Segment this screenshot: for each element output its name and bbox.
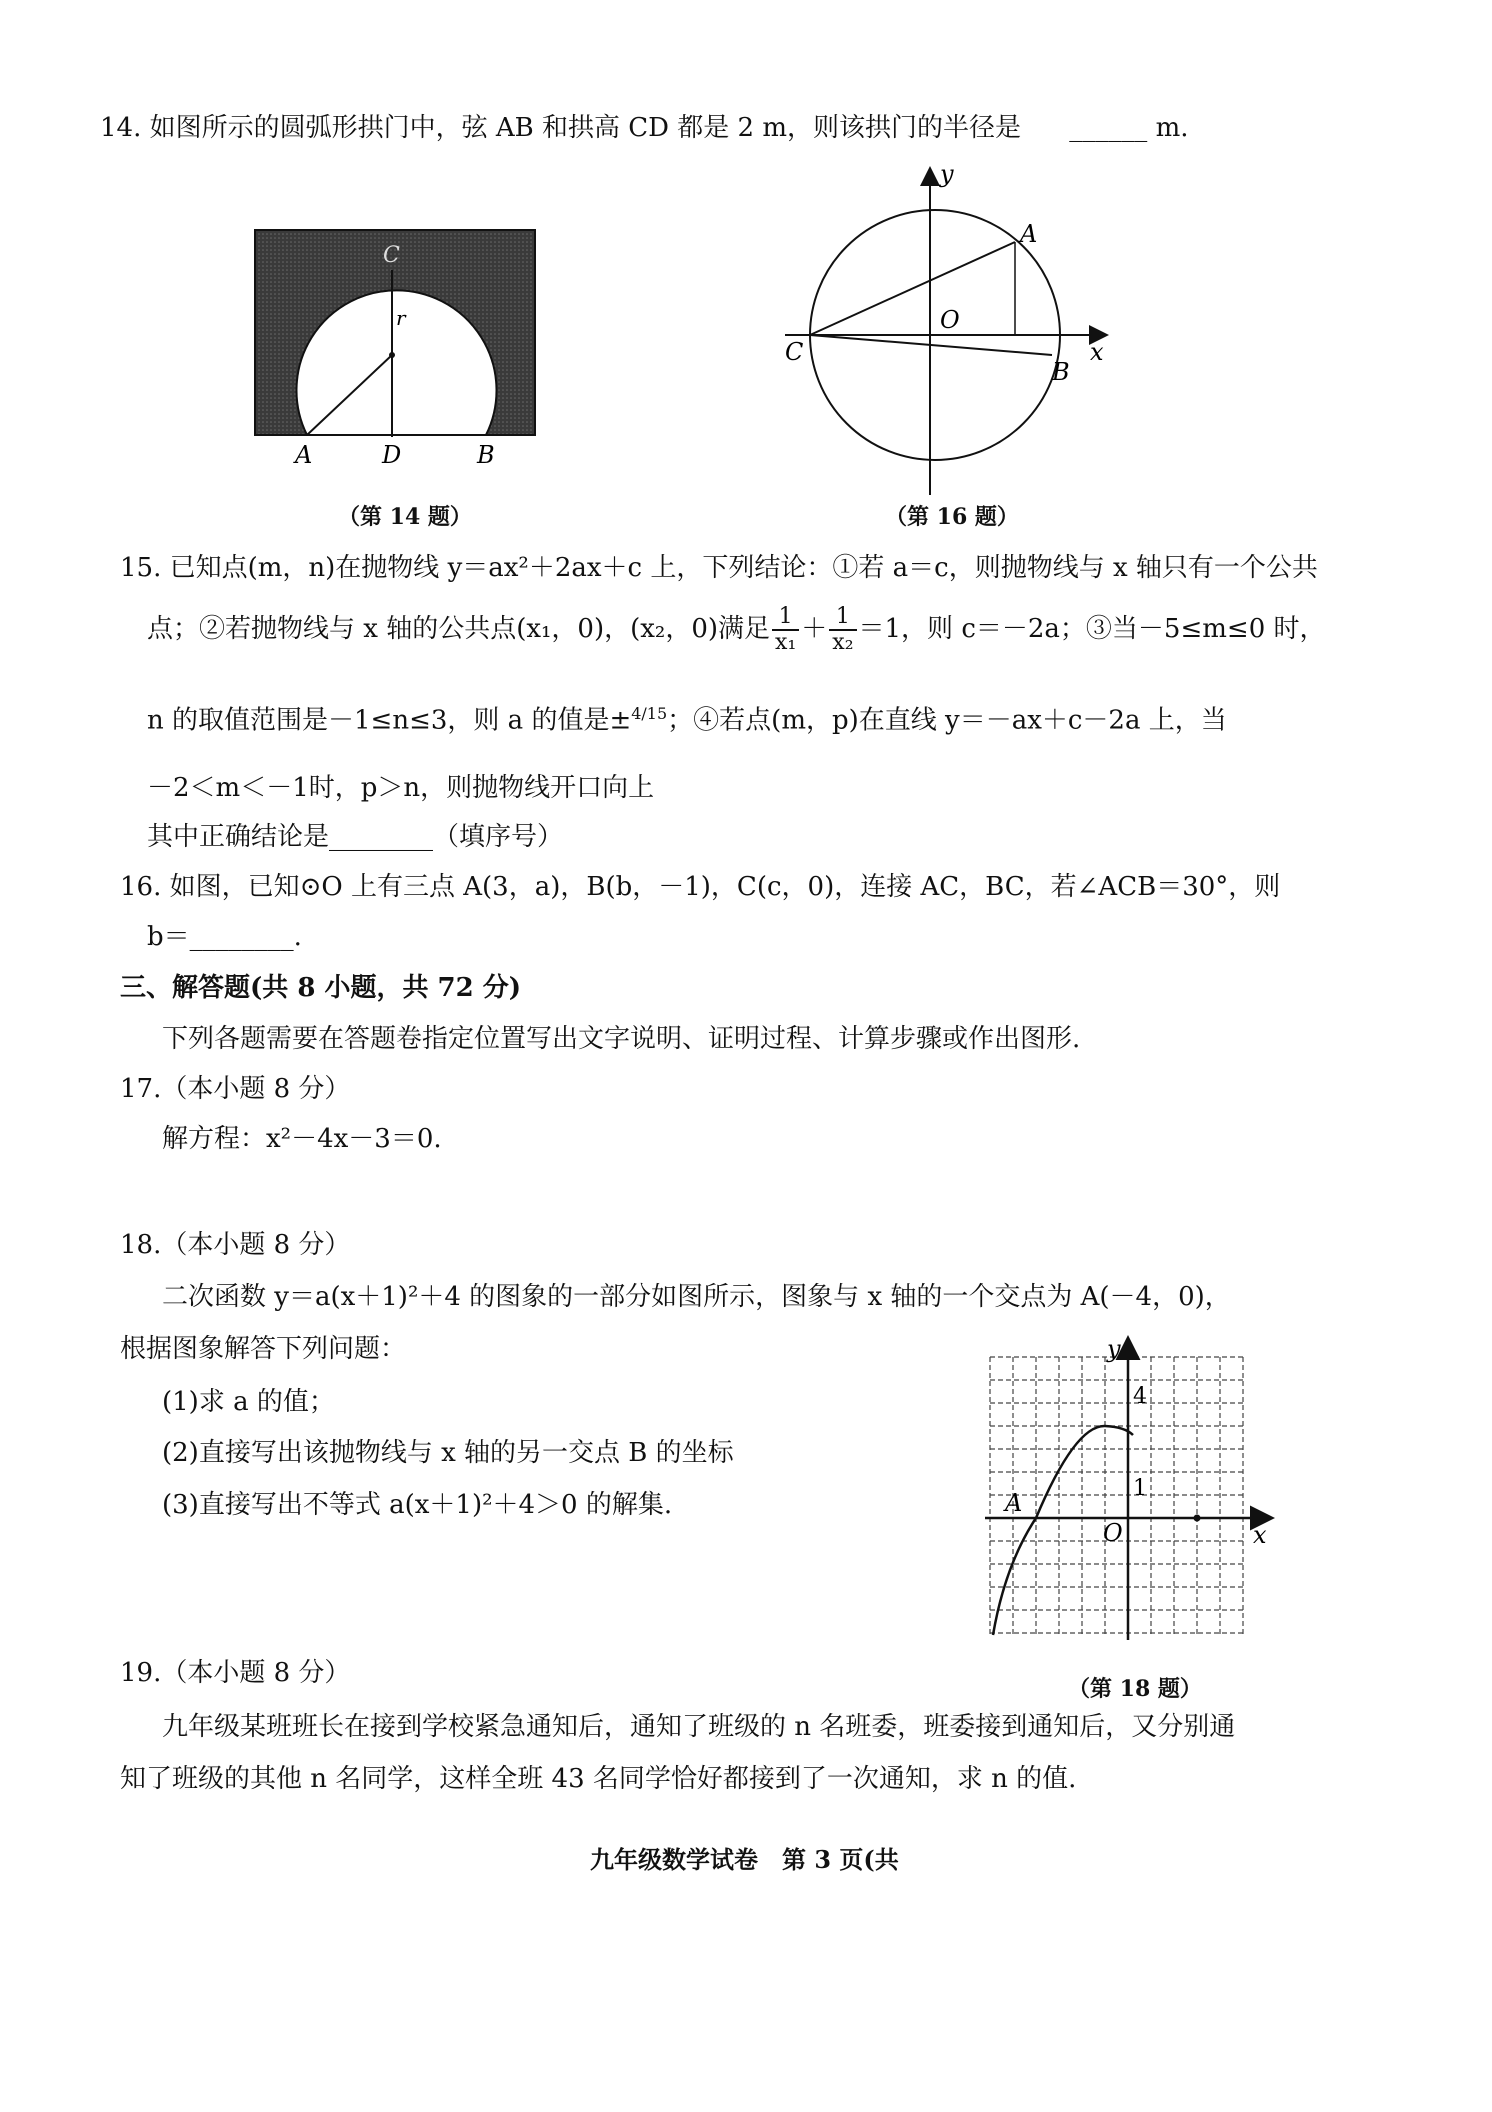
fig18-grid [990,1357,1243,1635]
q16-line1: 16. 如图，已知⊙O 上有三点 A(3，a)，B(b，－1)，C(c，0)，连接 AC，BC，若∠ACB＝30°，则 [120,872,1281,902]
q15-line3-start: n 的取值范围是－1≤n≤3，则 a 的值是± [147,705,632,736]
q15-line2 [147,605,1326,655]
q18-part1: (1)求 a 的值； [162,1387,335,1417]
fig16-label-b: B [1052,358,1070,386]
q15-plus: ＋ [801,614,828,645]
arch-label-a: A [295,441,313,469]
q17-body: 解方程：x²－4x－3＝0. [162,1124,442,1154]
arch-label-d: D [382,441,402,469]
q14-line [100,113,1188,144]
fig16-line-ca [810,242,1015,335]
figure-14-arch [250,225,550,475]
fig16-label-y: y [940,160,954,188]
q14-blank: ______ [1069,113,1148,143]
q15-line4: －2＜m＜－1时，p＞n，则抛物线开口向上 [147,773,655,803]
arch-center-dot [389,352,395,358]
figure-16-circle [780,160,1120,500]
q15-line1: 15. 已知点(m，n)在抛物线 y＝ax²＋2ax＋c 上，下列结论：①若 a＝c，则抛物线与 x 轴只有一个公共 [120,553,1318,583]
q15-line3-end: ；④若点(m，p)在直线 y＝－ax＋c－2a 上，当 [667,705,1227,736]
fig18-label-a: A [1005,1489,1023,1517]
q15-frac1-den: x₁ [775,630,797,656]
q15-fraction-2 [829,605,856,655]
fig18-label-y: y [1107,1335,1121,1363]
section-3-heading: 三、解答题(共 8 小题，共 72 分) [120,973,522,1003]
figure-14-caption: （第 14 题） [338,504,472,530]
figure-18-graph [985,1335,1285,1655]
q18-part2: (2)直接写出该抛物线与 x 轴的另一交点 B 的坐标 [162,1438,734,1468]
q18-line1: 二次函数 y＝a(x＋1)²＋4 的图象的一部分如图所示，图象与 x 轴的一个交点为 A(－4，0)， [162,1282,1231,1312]
arch-label-r: r [396,306,406,330]
q15-line5: 其中正确结论是________（填序号） [147,822,564,852]
fig18-point-b [1194,1515,1201,1522]
q15-line2-start: 点；②若抛物线与 x 轴的公共点(x₁，0)，(x₂，0)满足 [147,614,771,645]
q15-line2-end: ＝1，则 c＝－2a；③当－5≤m≤0 时， [858,614,1326,645]
q18-header: 18.（本小题 8 分） [120,1230,351,1260]
q15-frac1-num: 1 [772,605,799,631]
q19-line1: 九年级某班班长在接到学校紧急通知后，通知了班级的 n 名班委，班委接到通知后，又分别通 [162,1712,1236,1742]
fig16-label-o: O [940,306,960,334]
q15-frac2-num: 1 [829,605,856,631]
q19-header: 19.（本小题 8 分） [120,1658,351,1688]
fig18-label-o: O [1103,1519,1123,1547]
q16-line2: b＝________. [147,922,302,952]
q14-text: 14. 如图所示的圆弧形拱门中，弦 AB 和拱高 CD 都是 2 m，则该拱门的半径是 [100,113,1022,143]
q18-line2: 根据图象解答下列问题： [120,1334,407,1364]
fig18-label-x: x [1253,1521,1267,1549]
fig18-label-4: 4 [1133,1384,1147,1409]
figure-16-caption: （第 16 题） [885,504,1019,530]
figure-18-caption: （第 18 题） [1068,1676,1202,1702]
arch-label-c: C [383,243,400,268]
arch-label-b: B [477,441,495,469]
page-footer: 九年级数学试卷 第 3 页(共 [590,1845,899,1874]
fig16-label-c: C [785,338,804,366]
fig18-label-1: 1 [1133,1476,1147,1501]
q17-header: 17.（本小题 8 分） [120,1074,351,1104]
q19-line2: 知了班级的其他 n 名同学，这样全班 43 名同学恰好都接到了一次通知，求 n 的值. [120,1764,1077,1794]
q15-handwritten-mark: 4/15 [631,704,668,723]
section-3-intro: 下列各题需要在答题卷指定位置写出文字说明、证明过程、计算步骤或作出图形. [162,1024,1081,1054]
fig16-label-x: x [1090,338,1104,366]
q18-part3: (3)直接写出不等式 a(x＋1)²＋4＞0 的解集. [162,1490,673,1520]
q15-frac2-den: x₂ [832,630,854,656]
q14-unit: m. [1155,113,1189,143]
q15-fraction-1 [772,605,799,655]
fig16-label-a: A [1020,220,1038,248]
q15-line3 [147,704,1227,737]
